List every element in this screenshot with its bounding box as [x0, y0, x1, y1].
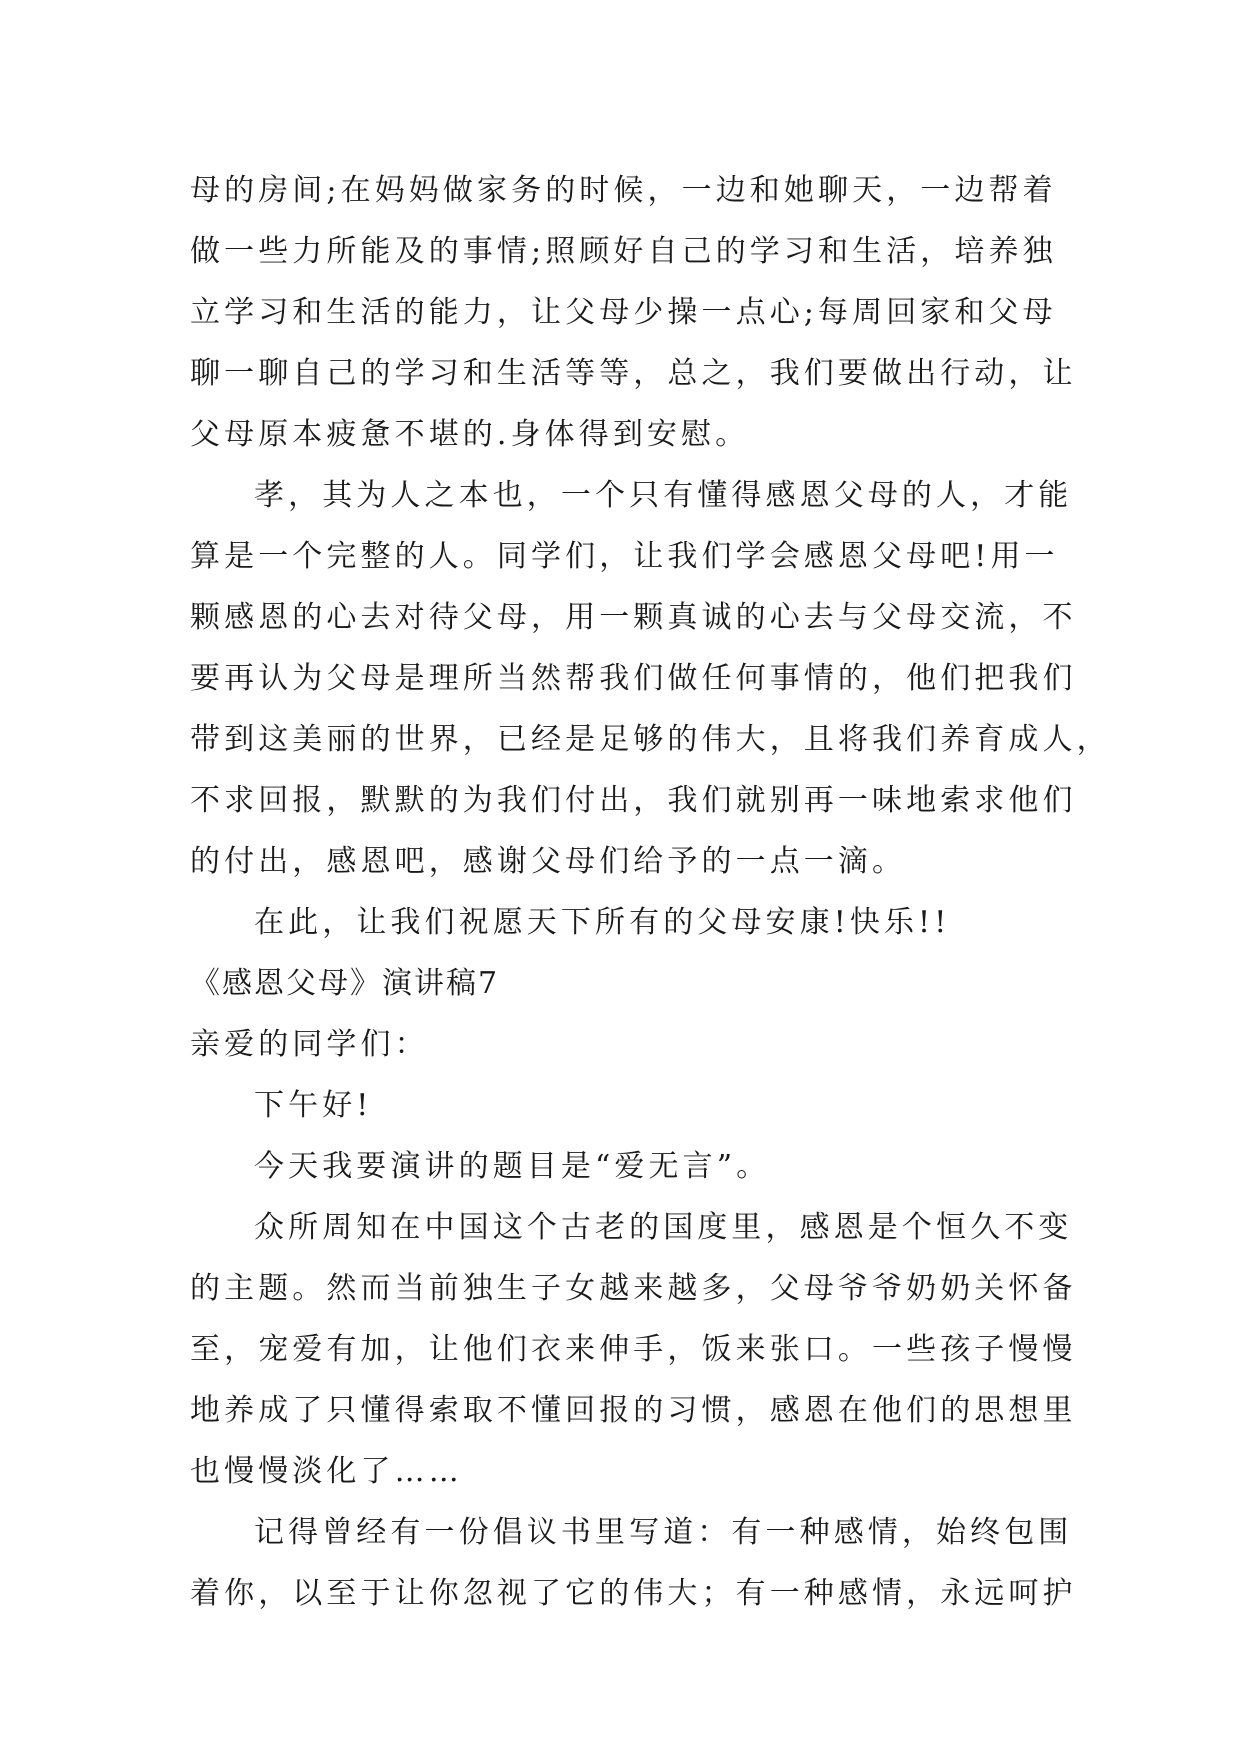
text-line: 的付出，感恩吧，感谢父母们给予的一点一滴。: [190, 844, 907, 879]
text-line: 聊一聊自己的学习和生活等等，总之，我们要做出行动，让: [190, 356, 1077, 391]
text-line: 算是一个完整的人。同学们，让我们学会感恩父母吧!用一: [190, 539, 1059, 574]
paragraph-first-line: 在此，让我们祝愿天下所有的父母安康!快乐!!: [254, 905, 951, 940]
text-line: 立学习和生活的能力，让父母少操一点心;每周回家和父母: [190, 295, 1057, 330]
text-line: 至，宠爱有加，让他们衣来伸手，饭来张口。一些孩子慢慢: [190, 1332, 1077, 1367]
paragraph-first-line: 孝，其为人之本也，一个只有懂得感恩父母的人，才能: [254, 478, 1073, 513]
text-line: 颗感恩的心去对待父母，用一颗真诚的心去与父母交流，不: [190, 600, 1077, 635]
text-line: 着你，以至于让你忽视了它的伟大；有一种感情，永远呵护: [190, 1576, 1077, 1611]
text-line: 父母原本疲惫不堪的.身体得到安慰。: [190, 417, 750, 452]
text-line: 也慢慢淡化了……: [190, 1454, 463, 1489]
paragraph-first-line: 今天我要演讲的题目是“爱无言”。: [254, 1149, 771, 1184]
text-line: 不求回报，默默的为我们付出，我们就别再一味地索求他们: [190, 783, 1077, 818]
text-line: 做一些力所能及的事情;照顾好自己的学习和生活，培养独: [190, 234, 1057, 269]
document-body: [190, 160, 1111, 1624]
section-heading: 《感恩父母》演讲稿7: [190, 966, 500, 1001]
paragraph-first-line: 众所周知在中国这个古老的国度里，感恩是个恒久不变: [254, 1210, 1073, 1245]
text-line: 地养成了只懂得索取不懂回报的习惯，感恩在他们的思想里: [190, 1393, 1077, 1428]
salutation: 亲爱的同学们：: [190, 1027, 429, 1062]
text-line: 的主题。然而当前独生子女越来越多，父母爷爷奶奶关怀备: [190, 1271, 1077, 1306]
text-line: 带到这美丽的世界，已经是足够的伟大，且将我们养育成人，: [190, 722, 1111, 757]
text-line: 母的房间;在妈妈做家务的时候，一边和她聊天，一边帮着: [190, 173, 1057, 208]
greeting: 下午好!: [254, 1088, 373, 1123]
paragraph-first-line: 记得曾经有一份倡议书里写道：有一种感情，始终包围: [254, 1515, 1073, 1550]
text-line: 要再认为父母是理所当然帮我们做任何事情的，他们把我们: [190, 661, 1077, 696]
